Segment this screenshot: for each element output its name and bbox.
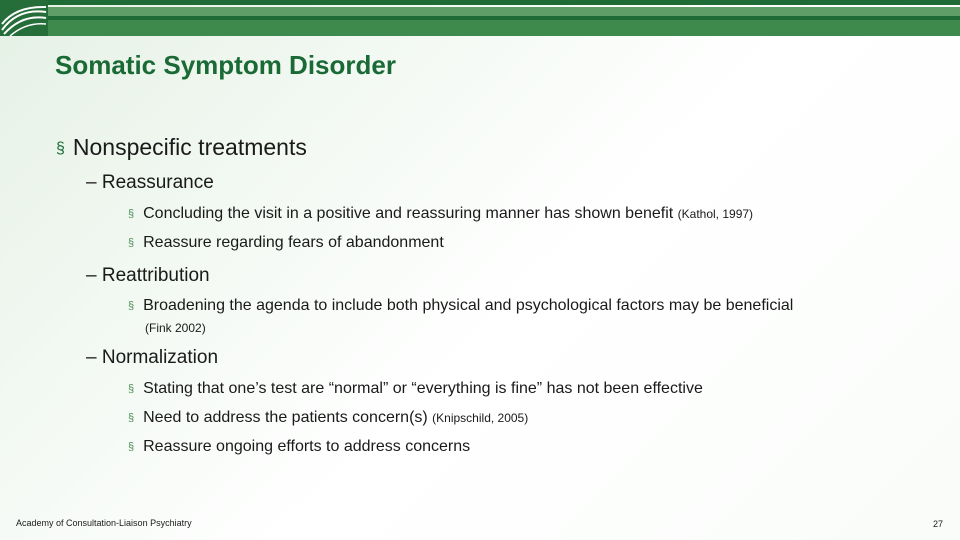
bullet-icon: § — [56, 140, 65, 157]
list-item: § Need to address the patients concern(s) (Knipschild, 2005) — [128, 409, 529, 426]
list-item: § Reassure ongoing efforts to address concerns — [128, 438, 471, 455]
bullet-icon: § — [128, 383, 135, 395]
bullet-icon: § — [128, 208, 135, 220]
bullet-icon: § — [128, 237, 135, 249]
header-band-bottom — [0, 20, 960, 36]
footer-organization: Academy of Consultation-Liaison Psychiatry — [16, 518, 192, 528]
academy-logo — [0, 0, 48, 36]
slide-title: Somatic Symptom Disorder — [55, 50, 396, 80]
citation: (Kathol, 1997) — [677, 207, 754, 221]
list-item: § Stating that one’s test are “normal” or “everything is fine” has not been effective — [128, 380, 703, 397]
dash-icon: – — [86, 172, 97, 193]
citation: (Knipschild, 2005) — [432, 411, 529, 425]
dash-icon: – — [86, 265, 97, 286]
bullet-icon: § — [128, 412, 135, 424]
dash-icon: – — [86, 347, 97, 368]
list-item: § Broadening the agenda to include both physical and psychological factors may be beneficial — [128, 297, 794, 314]
section-heading-reassurance: – Reassurance — [86, 172, 214, 193]
page-number: 27 — [932, 519, 943, 529]
header-band-top — [0, 0, 960, 5]
section-heading-reattribution: – Reattribution — [86, 265, 210, 286]
list-item: § Concluding the visit in a positive and reassuring manner has shown benefit (Kathol, 1997) — [128, 205, 754, 222]
bullet-icon: § — [128, 300, 135, 312]
citation: (Fink 2002) — [145, 321, 206, 335]
main-bullet — [56, 134, 307, 161]
main-bullet-text: Nonspecific treatments — [72, 134, 307, 160]
list-item: § Reassure regarding fears of abandonment — [128, 234, 444, 251]
header-band-light — [0, 7, 960, 16]
bullet-icon: § — [128, 441, 135, 453]
section-heading-normalization: – Normalization — [86, 347, 219, 368]
